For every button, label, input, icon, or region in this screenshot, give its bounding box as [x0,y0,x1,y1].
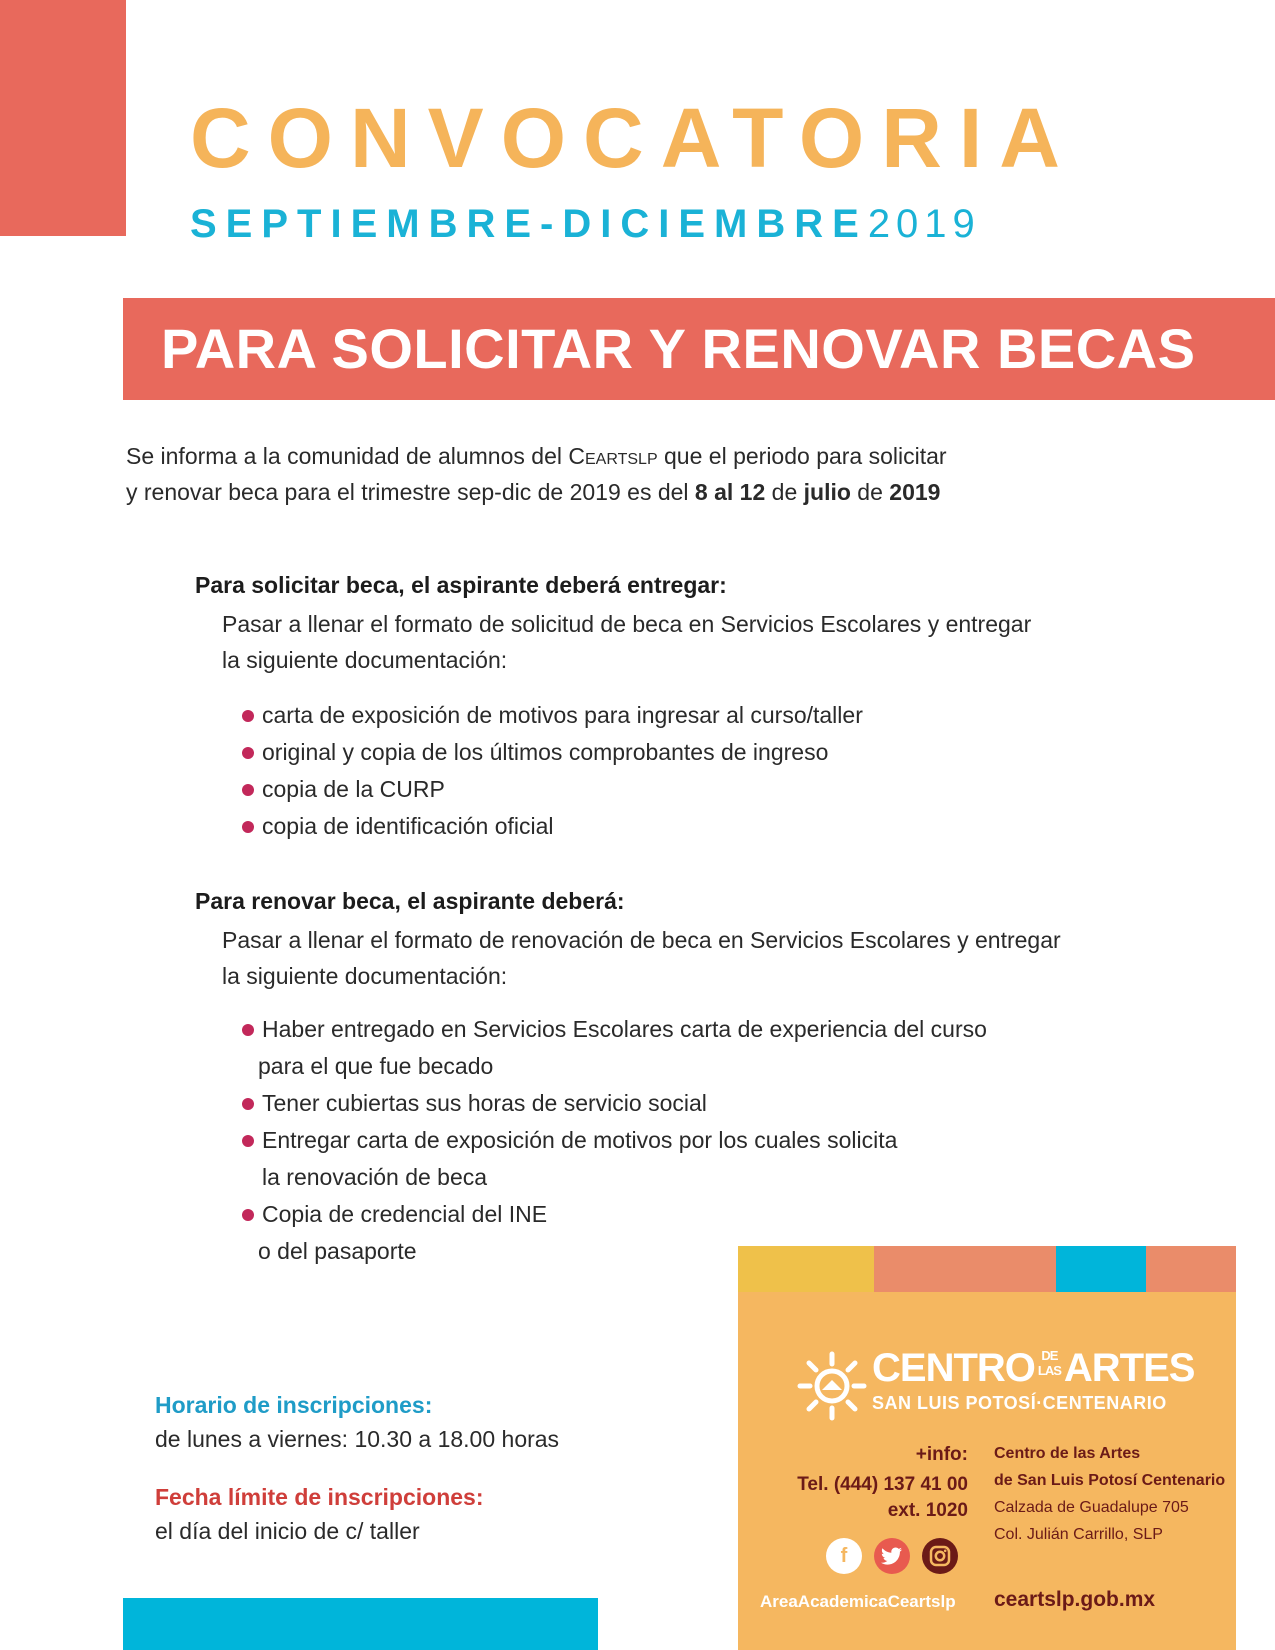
social-handle[interactable]: AreaAcademicaCeartslp [760,1592,956,1611]
intro-paragraph [126,438,947,510]
solicitar-line-2: la siguiente documentación: [222,647,508,673]
footer-color-bar [123,1598,598,1650]
address-colonia: Col. Julián Carrillo, SLP [994,1526,1163,1543]
facebook-icon[interactable]: f [826,1538,862,1574]
twitter-bird-icon [881,1547,903,1565]
list-item-text-cont: o del pasaporte [258,1238,417,1264]
list-item-text: Tener cubiertas sus horas de servicio social [262,1090,707,1116]
list-item-text: Entregar carta de exposición de motivos por los cuales solicita [262,1127,898,1153]
bullet-icon [242,1135,254,1147]
twitter-icon[interactable] [874,1538,910,1574]
intro-brand: Ceartslp [568,443,658,469]
strip-segment [1056,1246,1146,1292]
bullet-icon [242,747,254,759]
intro-line-2 [126,474,947,510]
list-item-text-cont: para el que fue becado [258,1053,494,1079]
intro-year: 2019 [889,479,941,505]
list-item-text: original y copia de los últimos comprobantes de ingreso [262,739,829,765]
list-item [262,734,863,771]
instagram-icon[interactable] [922,1538,958,1574]
page-title: CONVOCATORIA [190,91,1077,185]
renovar-line-2: la siguiente documentación: [222,963,508,989]
instagram-camera-icon [929,1545,951,1567]
bullet-icon [242,710,254,722]
address-block [994,1440,1225,1548]
list-item-text: copia de la CURP [262,776,445,802]
solicitar-list [262,697,863,845]
subtitle-months: SEPTIEMBRE-DICIEMBRE [190,202,868,246]
bullet-icon [242,784,254,796]
list-item [262,808,863,845]
strip-segment [1146,1246,1236,1292]
subtitle-year: 2019 [867,202,981,246]
logo-de-las [1038,1348,1061,1378]
intro-dates: 8 al 12 [694,479,766,505]
section-banner [123,298,1275,400]
list-item-text: carta de exposición de motivos para ingresar al curso/taller [262,702,863,728]
list-item-text: copia de identificación oficial [262,813,554,839]
banner-text: PARA SOLICITAR Y RENOVAR BECAS [161,317,1196,380]
info-card [738,1246,1236,1650]
logo-wordmark [872,1348,1194,1388]
logo [796,1346,1216,1426]
strip-segment [738,1246,874,1292]
intro-text: que el periodo para solicitar [657,443,947,469]
renovar-list [258,1011,987,1270]
horario-title: Horario de inscripciones: [155,1392,433,1418]
corner-color-block [0,0,126,236]
phone-extension: ext. 1020 [887,1500,968,1521]
logo-word-las: LAS [1037,1363,1061,1378]
address-name-1: Centro de las Artes [994,1445,1141,1462]
bullet-icon [242,1098,254,1110]
logo-tagline: SAN LUIS POTOSÍ·CENTENARIO [872,1393,1167,1413]
intro-month: julio [803,479,851,505]
list-item [258,1011,987,1085]
bullet-icon [242,821,254,833]
logo-word-de: DE [1041,1348,1058,1363]
list-item-text: Haber entregado en Servicios Escolares carta de experiencia del curso [262,1016,987,1042]
intro-text: de [850,479,890,505]
intro-text: de [765,479,804,505]
address-street: Calzada de Guadalupe 705 [994,1499,1189,1516]
logo-word-artes: ARTES [1063,1346,1195,1390]
list-item [262,771,863,808]
intro-text: y renovar beca para el trimestre sep-dic de 2019 es del [126,479,695,505]
contact-phone [738,1472,968,1524]
solicitar-instructions [222,606,1031,678]
renovar-instructions [222,922,1061,994]
solicitar-heading: Para solicitar beca, el aspirante deberá entregar: [195,572,727,598]
list-item [262,1122,987,1196]
intro-text: Se informa a la comunidad de alumnos del [126,443,569,469]
color-strip [738,1246,1236,1292]
list-item-text: Copia de credencial del INE [262,1201,548,1227]
solicitar-line-1: Pasar a llenar el formato de solicitud de beca en Servicios Escolares y entregar [222,611,1032,637]
fecha-title: Fecha límite de inscripciones: [155,1484,484,1510]
info-label: +info: [915,1444,968,1465]
horario-text: de lunes a viernes: 10.30 a 18.00 horas [155,1426,560,1452]
page-subtitle [190,204,981,244]
phone-number: Tel. (444) 137 41 00 [797,1474,968,1495]
sun-logo-icon [796,1350,868,1422]
fecha-text: el día del inicio de c/ taller [155,1518,420,1544]
list-item [262,697,863,734]
address-name-2: de San Luis Potosí Centenario [994,1472,1226,1489]
strip-segment [874,1246,1056,1292]
website-link[interactable]: ceartslp.gob.mx [994,1588,1156,1611]
list-item [262,1085,987,1122]
intro-line-1 [126,438,947,474]
social-links [826,1538,976,1578]
renovar-heading: Para renovar beca, el aspirante deberá: [195,888,625,914]
bullet-icon [242,1209,254,1221]
list-item-text-cont: la renovación de beca [262,1164,488,1190]
renovar-line-1: Pasar a llenar el formato de renovación de beca en Servicios Escolares y entregar [222,927,1061,953]
bullet-icon [242,1024,254,1036]
logo-word-centro: CENTRO [872,1346,1035,1390]
